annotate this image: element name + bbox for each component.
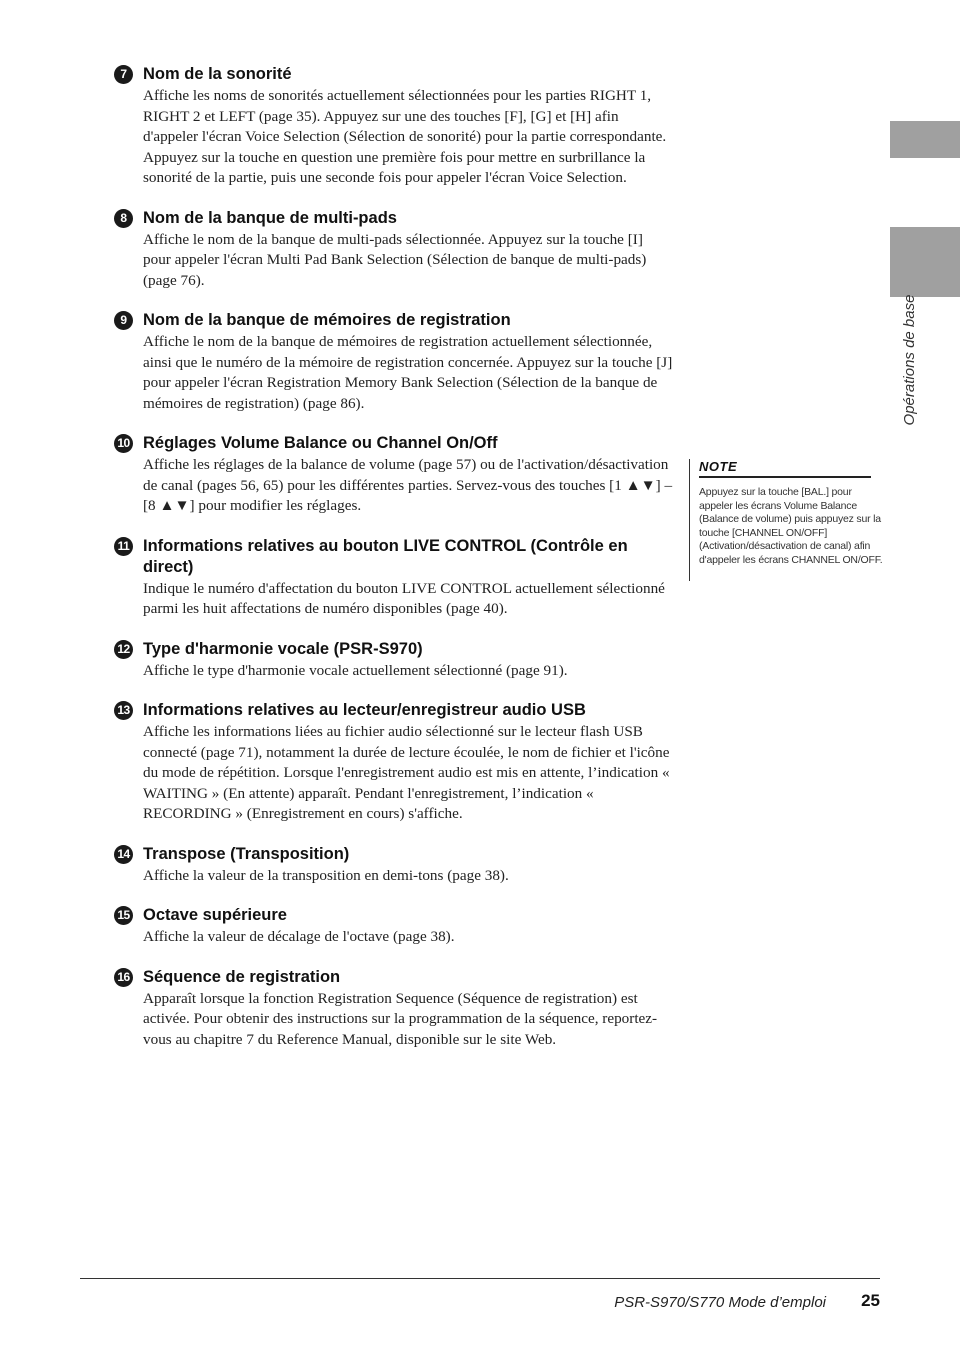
item-title: Transpose (Transposition) bbox=[143, 844, 350, 863]
item-title: Réglages Volume Balance ou Channel On/Off bbox=[143, 434, 498, 452]
item-number-badge: 13 bbox=[114, 701, 133, 720]
item-description: Affiche les informations liées au fichier audio sélectionné sur le lecteur flash USB connecté (page 71), notamment la durée de lecture écoulée, le nom de fichier et l'icône du mode de répétition. Lorsque l'enregistrement audio est mis en attente, l’indication « WAITING » (En attente) apparaît. Pendant l'enregistrement, l’indication « RECORDING » (Enregistrement en cours) s'affiche. bbox=[143, 723, 670, 822]
item-title: Nom de la banque de mémoires de registration bbox=[143, 311, 511, 329]
item-number-badge: 15 bbox=[114, 906, 133, 925]
list-item bbox=[114, 536, 674, 620]
item-description: Affiche la valeur de la transposition en demi-tons (page 38). bbox=[143, 866, 509, 884]
side-tab-marker bbox=[890, 121, 960, 158]
main-content bbox=[114, 64, 674, 1069]
list-item bbox=[114, 433, 674, 517]
list-item bbox=[114, 639, 674, 682]
item-heading bbox=[114, 433, 674, 454]
item-title: Informations relatives au bouton LIVE CONTROL (Contrôle en direct) bbox=[143, 536, 628, 576]
item-heading bbox=[114, 700, 674, 721]
list-item bbox=[114, 967, 674, 1051]
item-heading bbox=[114, 310, 674, 331]
item-description: Apparaît lorsque la fonction Registration Sequence (Séquence de registration) est activée. Pour obtenir des instructions sur la programmation de la séquence, reportez-vous au chapitre 7 du Reference Manual, disponible sur le site Web. bbox=[143, 989, 658, 1048]
section-side-label: Opérations de base bbox=[901, 294, 918, 426]
list-item bbox=[114, 844, 674, 887]
item-description: Affiche les noms de sonorités actuellement sélectionnées pour les parties RIGHT 1, RIGHT 2 et LEFT (page 35). Appuyez sur une des touches [F], [G] et [H] afin d'appeler l'écran Voice Selection (Sélection de sonorité) pour la partie correspondante. Appuyez sur la touche en question une première fois pour mettre en surbrillance la sonorité de la partie, puis une seconde fois pour appeler l'écran Voice Selection. bbox=[143, 87, 667, 186]
item-description: Affiche la valeur de décalage de l'octave (page 38). bbox=[143, 928, 455, 945]
item-description: Indique le numéro d'affectation du bouton LIVE CONTROL actuellement sélectionné parmi les huit affectations de numéro disponibles (page 40). bbox=[143, 579, 665, 617]
note-box bbox=[689, 459, 883, 581]
footer-title: PSR-S970/S770 Mode d’emploi bbox=[614, 1294, 826, 1311]
list-item bbox=[114, 310, 674, 414]
list-item bbox=[114, 905, 674, 948]
item-number-badge: 9 bbox=[114, 311, 133, 330]
item-title: Séquence de registration bbox=[143, 967, 341, 986]
item-title: Octave supérieure bbox=[143, 906, 287, 924]
item-heading bbox=[114, 967, 674, 988]
item-heading bbox=[114, 905, 674, 926]
item-title: Nom de la banque de multi-pads bbox=[143, 208, 397, 227]
item-number-badge: 12 bbox=[114, 640, 133, 659]
item-title: Informations relatives au lecteur/enregistreur audio USB bbox=[143, 701, 586, 719]
item-number-badge: 11 bbox=[114, 537, 133, 556]
item-heading bbox=[114, 536, 674, 578]
item-description: Affiche le nom de la banque de mémoires de registration actuellement sélectionnée, ainsi que le numéro de la mémoire de registration concernée. Appuyez sur la touche [J] pour appeler l'écran Registration Memory Bank Selection (Sélection de la banque de mémoires de registration) (page 86). bbox=[143, 333, 673, 412]
list-item bbox=[114, 64, 674, 189]
item-number-badge: 14 bbox=[114, 845, 133, 864]
item-title: Type d'harmonie vocale (PSR-S970) bbox=[143, 639, 423, 658]
item-number-badge: 10 bbox=[114, 434, 133, 453]
item-heading bbox=[114, 64, 674, 85]
list-item bbox=[114, 700, 674, 825]
item-heading bbox=[114, 639, 674, 660]
note-text: Appuyez sur la touche [BAL.] pour appeler les écrans Volume Balance (Balance de volume) puis appuyez sur la touche [CHANNEL ON/OFF] (Activation/désactivation de canal) afin d'appeler les écrans CHANNEL ON/OFF. bbox=[699, 486, 883, 566]
list-item bbox=[114, 208, 674, 292]
note-label: NOTE bbox=[699, 459, 871, 478]
item-description: Affiche les réglages de la balance de volume (page 57) ou de l'activation/désactivation de canal (pages 56, 65) pour les différentes parties. Servez-vous des touches [1 ▲▼] – [8 ▲▼] pour modifier les réglages. bbox=[143, 456, 673, 514]
item-heading bbox=[114, 208, 674, 229]
item-description: Affiche le type d'harmonie vocale actuellement sélectionné (page 91). bbox=[143, 661, 568, 679]
item-title: Nom de la sonorité bbox=[143, 65, 292, 83]
item-number-badge: 7 bbox=[114, 65, 133, 84]
page-number: 25 bbox=[861, 1291, 880, 1310]
item-heading bbox=[114, 844, 674, 865]
item-number-badge: 16 bbox=[114, 968, 133, 987]
item-number-badge: 8 bbox=[114, 209, 133, 228]
item-description: Affiche le nom de la banque de multi-pads sélectionnée. Appuyez sur la touche [I] pour appeler l'écran Multi Pad Bank Selection (Sélection de banque de multi-pads) (page 76). bbox=[143, 230, 647, 289]
footer-divider bbox=[80, 1278, 880, 1279]
